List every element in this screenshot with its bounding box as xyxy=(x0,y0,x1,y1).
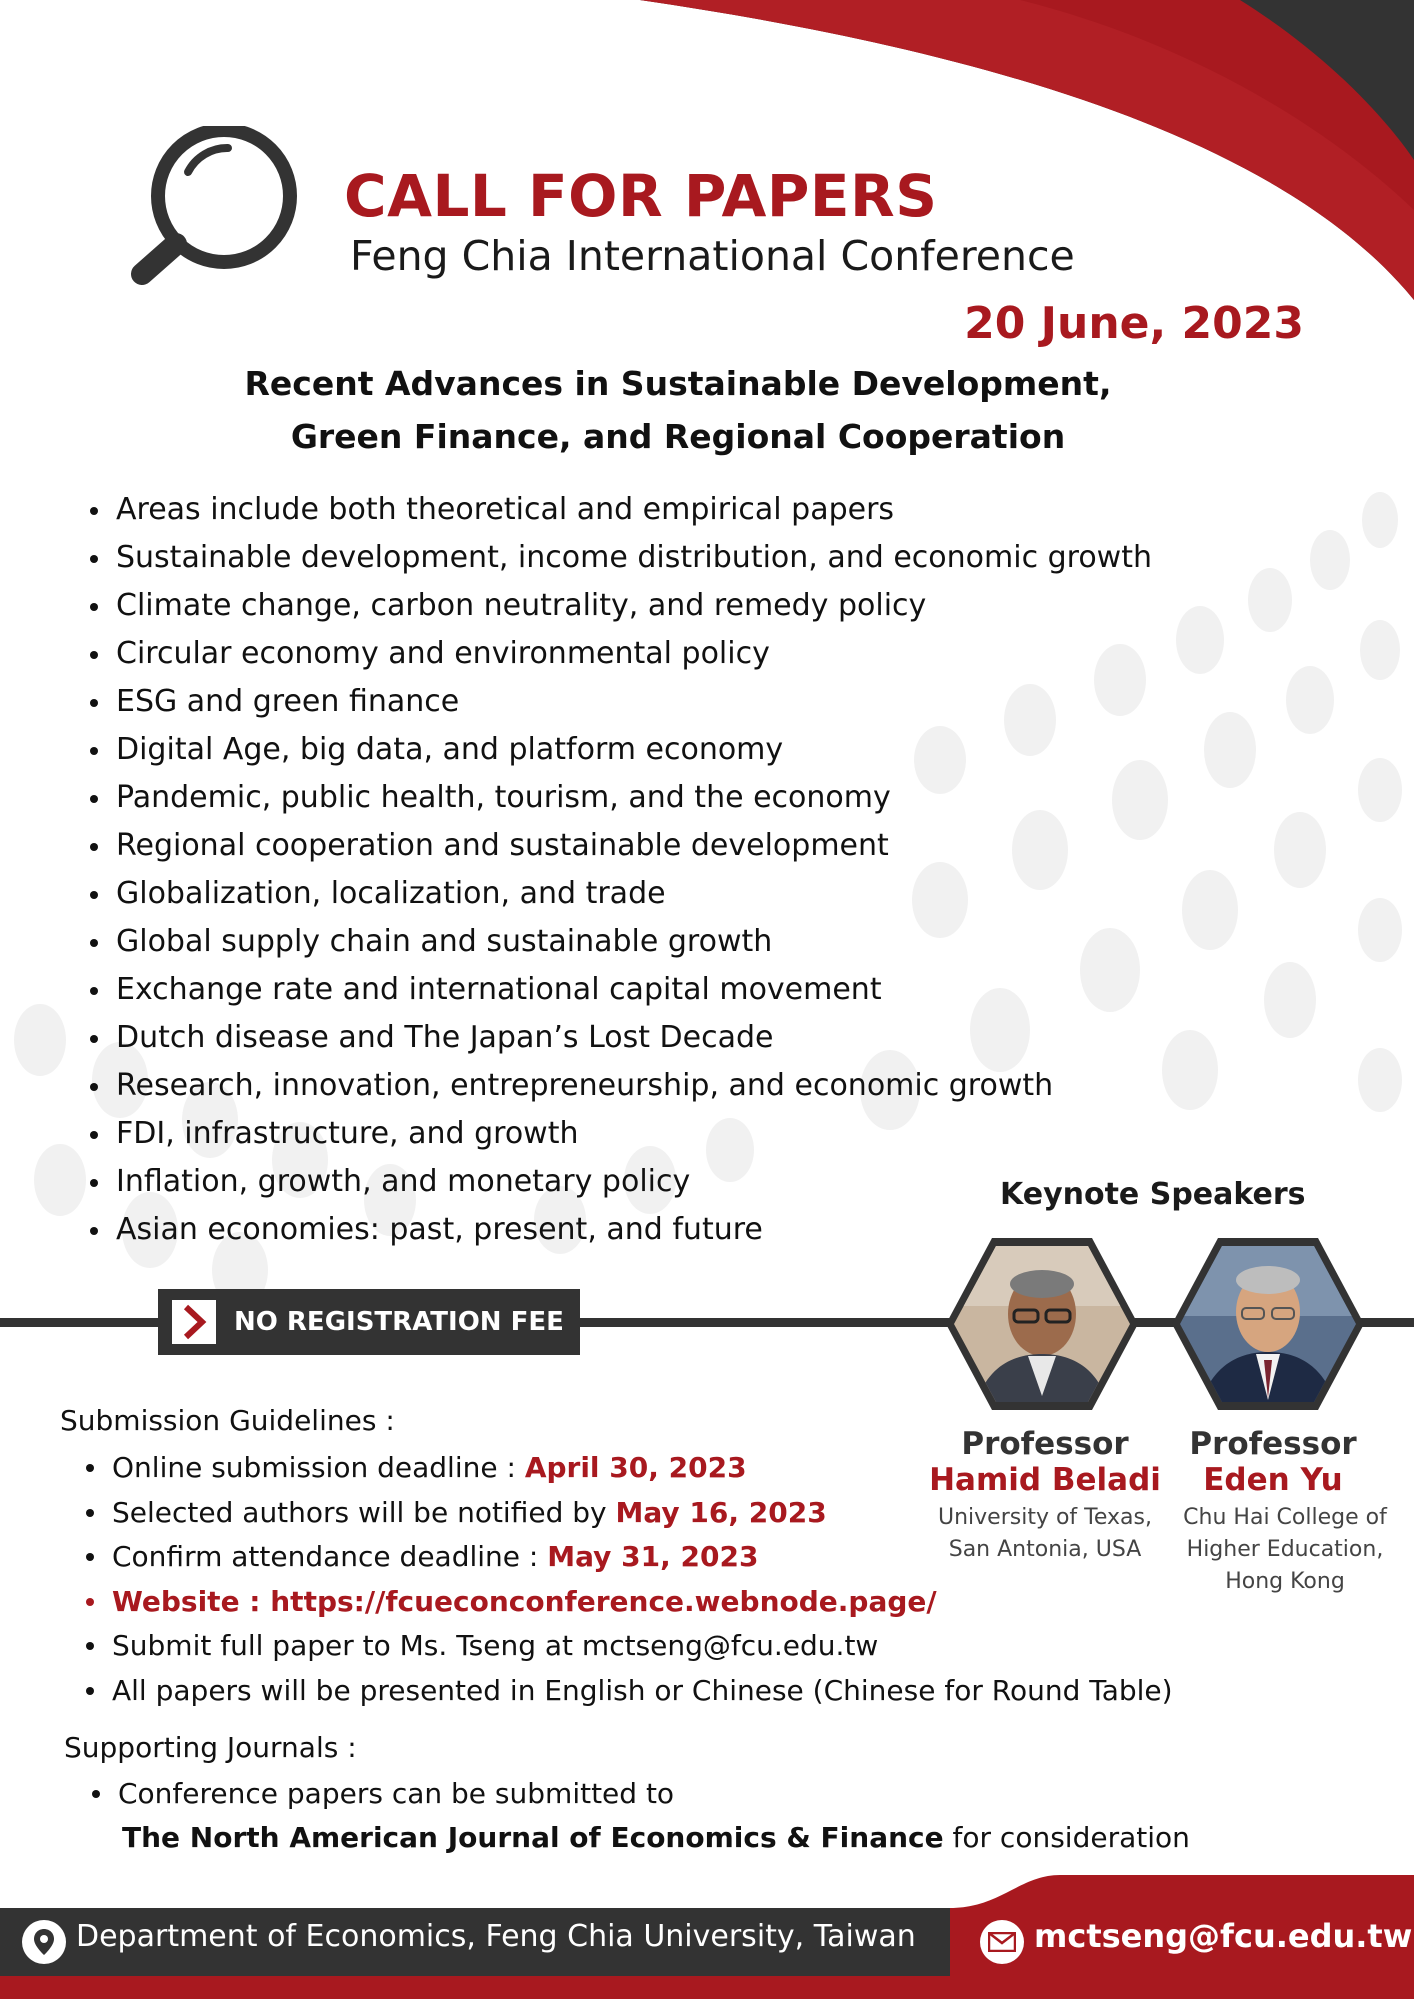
confirm-date: May 31, 2023 xyxy=(547,1540,759,1573)
list-item: Global supply chain and sustainable growth xyxy=(86,918,1346,966)
speaker-title: Professor xyxy=(961,1426,1129,1462)
journals-list xyxy=(88,1772,1348,1860)
list-item: Climate change, carbon neutrality, and remedy policy xyxy=(86,582,1346,630)
list-item: Inflation, growth, and monetary policy xyxy=(86,1158,1346,1206)
speaker-card xyxy=(920,1426,1170,1566)
call-for-papers-title: CALL FOR PAPERS xyxy=(344,162,938,230)
list-item: Circular economy and environmental policy xyxy=(86,630,1346,678)
supporting-journals-heading: Supporting Journals : xyxy=(64,1731,357,1764)
topics-list xyxy=(86,486,1346,1254)
list-item: Exchange rate and international capital movement xyxy=(86,966,1346,1014)
speaker-photo-hamid-beladi xyxy=(944,1236,1140,1412)
speaker-photo-eden-yu xyxy=(1170,1236,1366,1412)
chevron-right-icon xyxy=(172,1300,216,1344)
list-item: Online submission deadline : April 30, 2023 xyxy=(82,1446,1342,1491)
journal-name: The North American Journal of Economics & Finance xyxy=(122,1821,944,1854)
speaker-name: Eden Yu xyxy=(1203,1462,1343,1498)
list-item: Submit full paper to Ms. Tseng at mctseng@fcu.edu.tw xyxy=(82,1624,1342,1669)
list-item: Regional cooperation and sustainable development xyxy=(86,822,1346,870)
footer-red-strip xyxy=(0,1976,1414,1999)
conference-date: 20 June, 2023 xyxy=(964,298,1304,349)
list-item: Asian economies: past, present, and future xyxy=(86,1206,1346,1254)
fee-text: NO REGISTRATION FEE xyxy=(234,1307,564,1337)
list-item: Globalization, localization, and trade xyxy=(86,870,1346,918)
list-item: ESG and green finance xyxy=(86,678,1346,726)
speaker-title: Professor xyxy=(1189,1426,1357,1462)
keynote-speakers-heading: Keynote Speakers xyxy=(1000,1177,1306,1212)
location-pin-icon xyxy=(22,1920,66,1964)
mail-icon xyxy=(980,1920,1024,1964)
speaker-name: Hamid Beladi xyxy=(929,1462,1161,1498)
list-item: Research, innovation, entrepreneurship, and economic growth xyxy=(86,1062,1346,1110)
notify-date: May 16, 2023 xyxy=(615,1495,827,1529)
no-registration-fee-banner xyxy=(158,1289,580,1355)
website-link[interactable]: Website : https://fcueconconference.webnode.page/ xyxy=(82,1580,1342,1625)
deadline-date: April 30, 2023 xyxy=(524,1451,747,1484)
list-item: All papers will be presented in English or Chinese (Chinese for Round Table) xyxy=(82,1669,1342,1714)
magnifier-icon xyxy=(130,126,308,286)
list-item: Areas include both theoretical and empirical papers xyxy=(86,486,1346,534)
theme-line-2: Green Finance, and Regional Cooperation xyxy=(290,417,1066,456)
list-item: Selected authors will be notified by May 16, 2023 xyxy=(82,1491,1342,1536)
speaker-affiliation: University of Texas, San Antonia, USA xyxy=(938,1505,1152,1562)
list-item: Sustainable development, income distribution, and economic growth xyxy=(86,534,1346,582)
speaker-card xyxy=(1160,1426,1410,1598)
footer-email-link[interactable]: mctseng@fcu.edu.tw xyxy=(1034,1917,1413,1955)
conference-name: Feng Chia International Conference xyxy=(350,232,1075,280)
list-item: Digital Age, big data, and platform economy xyxy=(86,726,1346,774)
list-item: Conference papers can be submitted to The North American Journal of Economics & Finance for consideration xyxy=(88,1772,1348,1860)
list-item: Pandemic, public health, tourism, and the economy xyxy=(86,774,1346,822)
list-item: FDI, infrastructure, and growth xyxy=(86,1110,1346,1158)
footer-department: Department of Economics, Feng Chia University, Taiwan xyxy=(76,1919,916,1954)
submission-guidelines-heading: Submission Guidelines : xyxy=(60,1404,395,1437)
list-item: Dutch disease and The Japan’s Lost Decade xyxy=(86,1014,1346,1062)
list-item: Confirm attendance deadline : May 31, 2023 xyxy=(82,1535,1342,1580)
theme-line-1: Recent Advances in Sustainable Development, xyxy=(244,364,1112,403)
speaker-affiliation: Chu Hai College of Higher Education, Hong Kong xyxy=(1183,1505,1387,1594)
